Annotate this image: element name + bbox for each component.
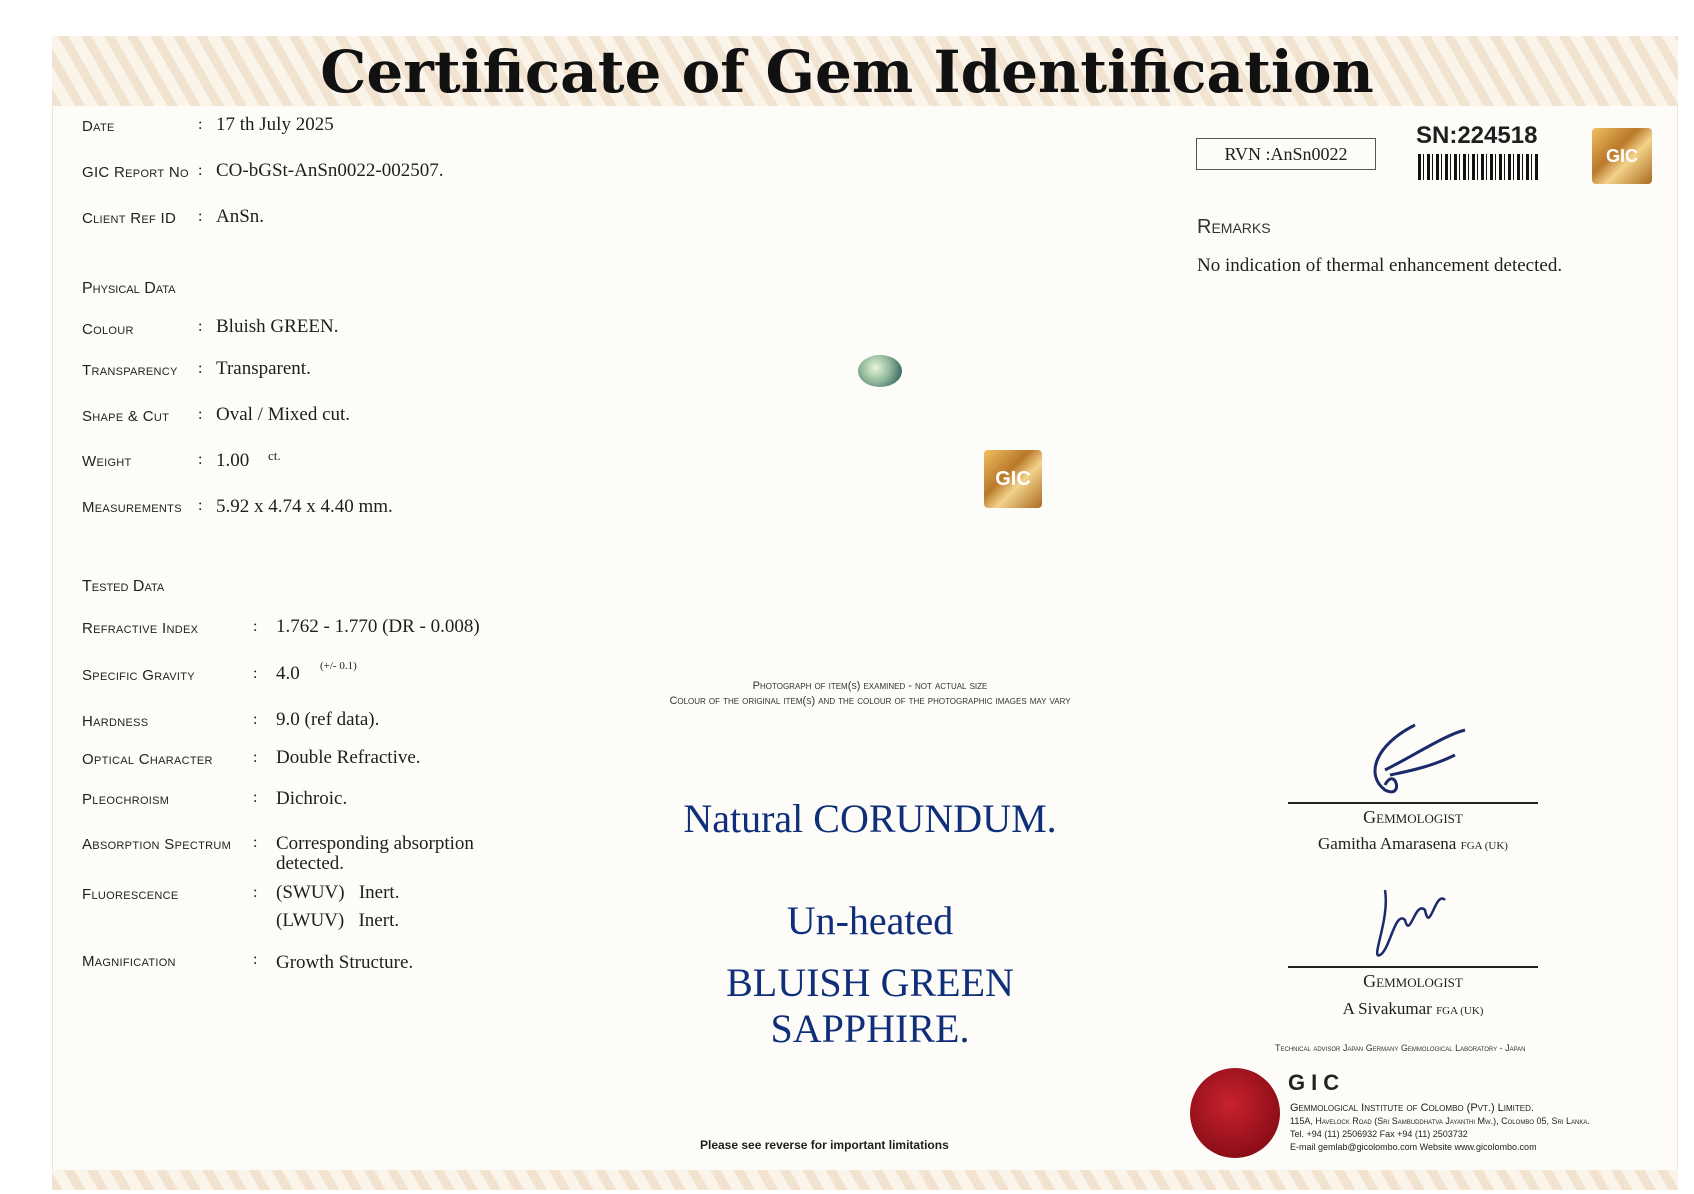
colon: :	[198, 451, 203, 468]
barcode	[1418, 154, 1540, 180]
gemmologist-1-qual: FGA (UK)	[1460, 840, 1508, 852]
variety-line1: BLUISH GREEN	[726, 960, 1014, 1005]
signature-line-2	[1288, 966, 1538, 968]
report-no-value: CO-bGSt-AnSn0022-002507.	[216, 160, 444, 181]
wax-seal	[1190, 1068, 1280, 1158]
colon: :	[198, 318, 203, 335]
variety-line2: SAPPHIRE.	[770, 1006, 970, 1051]
transparency-value: Transparent.	[216, 358, 311, 379]
physical-data-heading: Physical Data	[82, 280, 176, 297]
gem-photo	[858, 355, 902, 387]
hardness-label: Hardness	[82, 713, 149, 730]
colon: :	[198, 360, 203, 377]
hardness-value: 9.0 (ref data).	[276, 709, 380, 730]
photo-note-line1: Photograph of item(s) examined - not actual size	[752, 680, 988, 692]
magnification-label: Magnification	[82, 953, 176, 970]
fluorescence-lwuv: (LWUV) Inert.	[276, 910, 400, 931]
pleochroism-label: Pleochroism	[82, 791, 170, 808]
client-ref-value: AnSn.	[216, 206, 265, 227]
client-ref-label: Client Ref ID	[82, 210, 177, 227]
fluorescence-label: Fluorescence	[82, 886, 179, 903]
shape-cut-value: Oval / Mixed cut.	[216, 404, 351, 425]
gic-hologram-center: GIC	[984, 450, 1042, 508]
colon: :	[253, 834, 258, 851]
optical-character-value: Double Refractive.	[276, 747, 421, 768]
colon: :	[253, 884, 258, 901]
signature-1	[1355, 715, 1475, 805]
signature-line-1	[1288, 802, 1538, 804]
gic-hologram-corner: GIC	[1592, 128, 1652, 184]
colon: :	[253, 749, 258, 766]
colour-value: Bluish GREEN.	[216, 316, 339, 337]
colon: :	[253, 951, 258, 968]
gemmologist-1-title: Gemmologist	[1363, 807, 1463, 827]
weight-label: Weight	[82, 453, 132, 470]
date-value: 17 th July 2025	[216, 114, 334, 135]
colon: :	[198, 406, 203, 423]
colon: :	[253, 789, 258, 806]
tested-data-heading: Tested Data	[82, 578, 165, 595]
shape-cut-label: Shape & Cut	[82, 408, 170, 425]
specific-gravity-label: Specific Gravity	[82, 667, 195, 684]
rvn-box: RVN :AnSn0022	[1196, 138, 1376, 170]
colour-label: Colour	[82, 321, 134, 338]
weight-value: 1.00	[216, 450, 250, 471]
gemmologist-1-name	[1288, 834, 1538, 854]
lab-address: 115A, Havelock Road (Sri Sambuddhatva Jayanthi Mw.), Colombo 05, Sri Lanka.	[1290, 1116, 1590, 1126]
lab-full-name: Gemmological Institute of Colombo (Pvt.) Limited.	[1290, 1102, 1534, 1114]
refractive-index-value: 1.762 - 1.770 (DR - 0.008)	[276, 616, 480, 637]
refractive-index-label: Refractive Index	[82, 620, 199, 637]
weight-unit: ct.	[268, 448, 281, 463]
absorption-spectrum-value-2: detected.	[276, 853, 345, 874]
lab-phone-fax: Tel. +94 (11) 2506932 Fax +94 (11) 2503732	[1290, 1129, 1468, 1139]
gemmologist-2-name-text: A Sivakumar	[1342, 999, 1432, 1018]
colon: :	[198, 497, 203, 514]
lab-short-name: GIC	[1288, 1070, 1346, 1095]
lab-email-website: E-mail gemlab@gicolombo.com Website www.gicolombo.com	[1290, 1142, 1537, 1152]
colon: :	[253, 665, 258, 682]
colon: :	[253, 618, 258, 635]
colon: :	[253, 711, 258, 728]
reverse-note: Please see reverse for important limitations	[700, 1138, 949, 1152]
treatment-result: Un-heated	[786, 898, 954, 943]
species-result: Natural CORUNDUM.	[683, 796, 1057, 841]
measurements-value: 5.92 x 4.74 x 4.40 mm.	[216, 496, 393, 517]
remarks-text: No indication of thermal enhancement detected.	[1197, 255, 1563, 276]
certificate-title: Certificate of Gem Identification	[320, 38, 1374, 106]
gemmologist-2-qual: FGA (UK)	[1436, 1005, 1484, 1017]
gemmologist-1-name-text: Gamitha Amarasena	[1318, 834, 1457, 853]
colon: :	[198, 162, 203, 179]
specific-gravity-tolerance: (+/- 0.1)	[320, 660, 357, 672]
gemmologist-2-title: Gemmologist	[1363, 971, 1463, 991]
fluorescence-swuv: (SWUV) Inert.	[276, 882, 400, 903]
remarks-heading: Remarks	[1197, 216, 1271, 238]
gemmologist-2-name	[1288, 999, 1538, 1019]
serial-number: SN:224518	[1416, 122, 1538, 149]
signature-2	[1365, 880, 1455, 970]
colon: :	[198, 116, 203, 133]
footer-pattern-band	[52, 1170, 1678, 1190]
date-label: Date	[82, 118, 115, 135]
specific-gravity-value: 4.0	[276, 663, 300, 684]
report-no-label: GIC Report No	[82, 164, 189, 181]
colon: :	[198, 208, 203, 225]
technical-advisor-note: Technical advisor Japan Germany Gemmological Laboratory - Japan	[1275, 1043, 1526, 1053]
absorption-spectrum-label: Absorption Spectrum	[82, 836, 232, 853]
absorption-spectrum-value: Corresponding absorption	[276, 833, 474, 854]
optical-character-label: Optical Character	[82, 751, 213, 768]
transparency-label: Transparency	[82, 362, 178, 379]
magnification-value: Growth Structure.	[276, 952, 414, 973]
measurements-label: Measurements	[82, 499, 182, 516]
photo-note-line2: Colour of the original item(s) and the colour of the photographic images may vary	[669, 695, 1071, 707]
pleochroism-value: Dichroic.	[276, 788, 348, 809]
